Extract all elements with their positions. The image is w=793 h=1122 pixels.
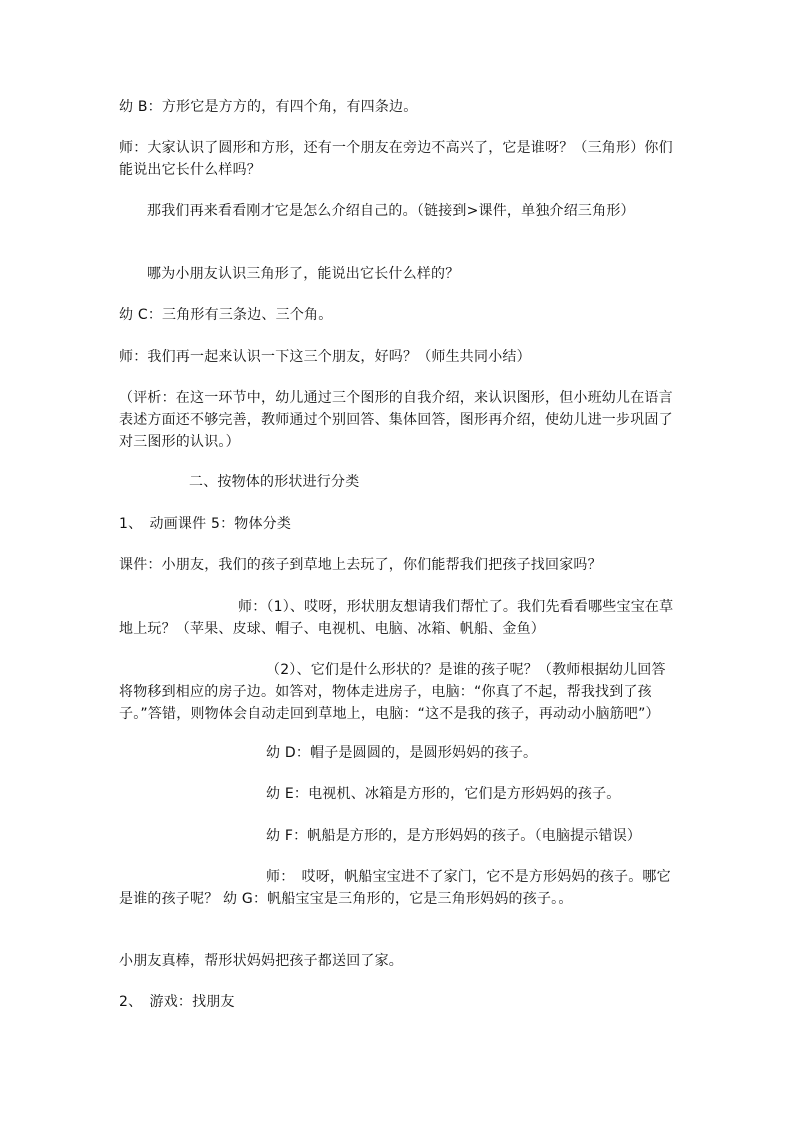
paragraph-child-e: 幼 E：电视机、冰箱是方形的，它们是方形妈妈的孩子。 [266, 786, 621, 802]
paragraph-commentary: （评析：在这一环节中，幼儿通过三个图形的自我介绍，来认识图形，但小班幼儿在语言表述方面还不够完善，教师通过个别回答、集体回答，图形再介绍，使幼儿进一步巩固了对三图形的认识。） [119, 390, 673, 450]
paragraph-child-b-square: 幼 B：方形它是方方的，有四个角，有四条边。 [119, 99, 418, 115]
list-item-game-find-friends: 2、 游戏：找朋友 [119, 994, 235, 1010]
paragraph-teacher-step-2: （2）、它们是什么形状的？是谁的孩子呢？（教师根据幼儿回答将物移到相应的房子边。如答对，物体走进房子，电脑：“你真了不起，帮我找到了孩子。”答错，则物体会自动走回到草地上，电脑：“这不是我的孩子，再动动小脑筋吧”） [119, 662, 666, 722]
paragraph-courseware-prompt: 课件：小朋友，我们的孩子到草地上去玩了，你们能帮我们把孩子找回家吗？ [119, 557, 602, 573]
paragraph-teacher-triangle-question: 师：大家认识了圆形和方形，还有一个朋友在旁边不高兴了，它是谁呀？（三角形）你们能说出它长什么样吗？ [119, 140, 673, 178]
paragraph-child-f: 幼 F：帆船是方形的，是方形妈妈的孩子。（电脑提示错误） [266, 828, 642, 844]
paragraph-teacher-step-1: 师：（1）、哎呀，形状朋友想请我们帮忙了。我们先看看哪些宝宝在草地上玩？（苹果、皮球、帽子、电视机、电脑、冰箱、帆船、金鱼） [119, 599, 674, 637]
paragraph-child-c-triangle: 幼 C：三角形有三条边、三个角。 [119, 307, 333, 323]
paragraph-teacher-summary: 师：我们再一起来认识一下这三个朋友，好吗？（师生共同小结） [119, 349, 531, 365]
paragraph-praise: 小朋友真棒，帮形状妈妈把孩子都送回了家。 [119, 953, 403, 969]
section-heading-classify: 二、按物体的形状进行分类 [189, 474, 360, 490]
paragraph-triangle-intro-link: 那我们再来看看刚才它是怎么介绍自己的。（链接到>课件，单独介绍三角形） [147, 203, 635, 219]
paragraph-child-d: 幼 D：帽子是圆圆的，是圆形妈妈的孩子。 [266, 745, 538, 761]
paragraph-who-knows-triangle: 哪为小朋友认识三角形了，能说出它长什么样的？ [147, 266, 460, 282]
paragraph-teacher-sailboat: 师： 哎呀，帆船宝宝进不了家门，它不是方形妈妈的孩子。哪它是谁的孩子呢？ 幼 G：帆船宝宝是三角形的，它是三角形妈妈的孩子。。 [119, 869, 671, 907]
list-item-animation-courseware: 1、 动画课件 5：物体分类 [119, 516, 292, 532]
